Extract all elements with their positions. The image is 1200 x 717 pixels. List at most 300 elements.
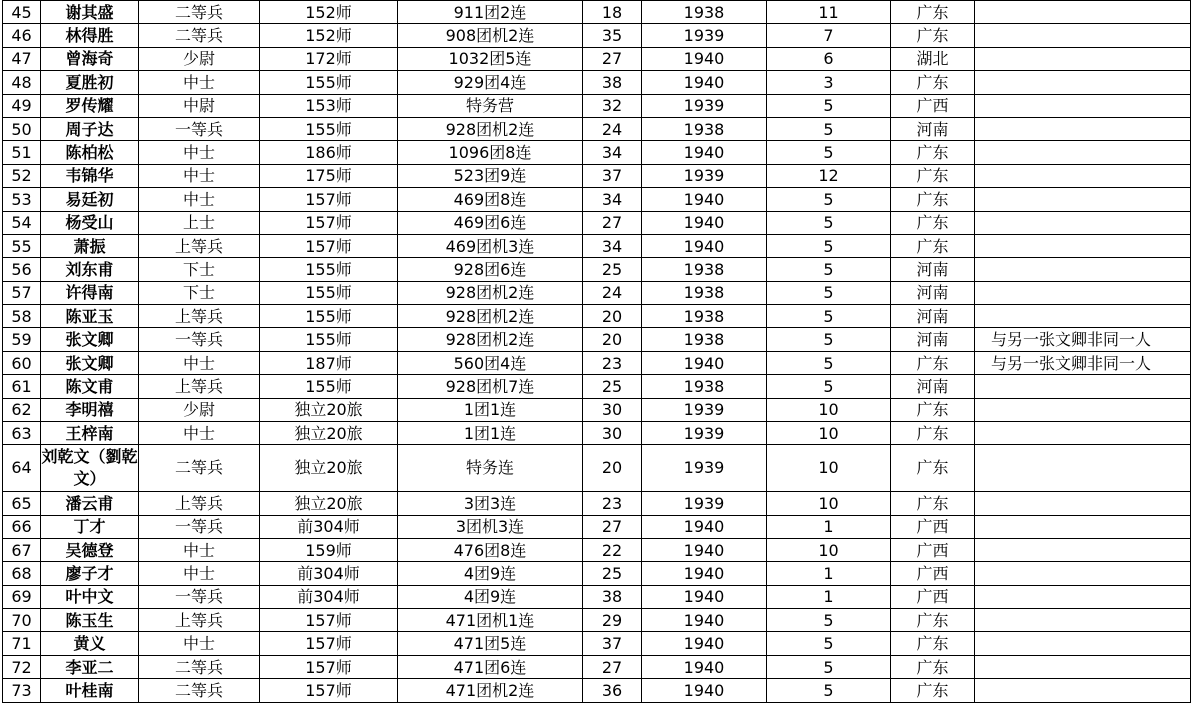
origin-cell: 广西 [891, 538, 975, 561]
row-number: 50 [3, 117, 41, 140]
soldier-name: 杨受山 [41, 211, 139, 234]
unit-cell: 4团9连 [398, 562, 583, 585]
rank-cell: 中士 [139, 562, 260, 585]
note-cell [975, 422, 1191, 445]
month-cell: 5 [767, 655, 891, 678]
note-cell [975, 234, 1191, 257]
soldier-name: 周子达 [41, 117, 139, 140]
month-cell: 5 [767, 609, 891, 632]
soldier-name: 李亚二 [41, 655, 139, 678]
rank-cell: 上士 [139, 211, 260, 234]
origin-cell: 广西 [891, 585, 975, 608]
table-row [3, 164, 1191, 187]
age-cell: 34 [583, 141, 642, 164]
row-number: 55 [3, 234, 41, 257]
month-cell: 1 [767, 585, 891, 608]
origin-cell: 河南 [891, 305, 975, 328]
year-cell: 1939 [642, 24, 767, 47]
age-cell: 30 [583, 422, 642, 445]
table-row [3, 71, 1191, 94]
origin-cell: 广东 [891, 492, 975, 515]
origin-cell: 广东 [891, 655, 975, 678]
unit-cell: 4团9连 [398, 585, 583, 608]
origin-cell: 广东 [891, 211, 975, 234]
rank-cell: 一等兵 [139, 117, 260, 140]
month-cell: 5 [767, 281, 891, 304]
month-cell: 12 [767, 164, 891, 187]
origin-cell: 广东 [891, 632, 975, 655]
row-number: 58 [3, 305, 41, 328]
origin-cell: 广东 [891, 71, 975, 94]
row-number: 71 [3, 632, 41, 655]
origin-cell: 广东 [891, 188, 975, 211]
row-number: 69 [3, 585, 41, 608]
unit-cell: 1096团8连 [398, 141, 583, 164]
unit-cell: 471团机2连 [398, 679, 583, 702]
table-row [3, 609, 1191, 632]
year-cell: 1940 [642, 47, 767, 70]
age-cell: 25 [583, 375, 642, 398]
row-number: 45 [3, 1, 41, 24]
age-cell: 35 [583, 24, 642, 47]
month-cell: 11 [767, 1, 891, 24]
month-cell: 5 [767, 305, 891, 328]
month-cell: 6 [767, 47, 891, 70]
month-cell: 10 [767, 445, 891, 492]
origin-cell: 广东 [891, 141, 975, 164]
year-cell: 1939 [642, 398, 767, 421]
row-number: 73 [3, 679, 41, 702]
year-cell: 1940 [642, 141, 767, 164]
year-cell: 1940 [642, 188, 767, 211]
year-cell: 1940 [642, 515, 767, 538]
soldier-name: 叶中文 [41, 585, 139, 608]
row-number: 46 [3, 24, 41, 47]
month-cell: 7 [767, 24, 891, 47]
rank-cell: 二等兵 [139, 655, 260, 678]
age-cell: 37 [583, 632, 642, 655]
month-cell: 5 [767, 258, 891, 281]
age-cell: 24 [583, 281, 642, 304]
division-cell: 152师 [260, 24, 398, 47]
year-cell: 1940 [642, 609, 767, 632]
note-cell [975, 679, 1191, 702]
division-cell: 独立20旅 [260, 492, 398, 515]
age-cell: 23 [583, 492, 642, 515]
table-row [3, 141, 1191, 164]
month-cell: 5 [767, 679, 891, 702]
table-row [3, 375, 1191, 398]
table-row [3, 328, 1191, 351]
origin-cell: 广东 [891, 609, 975, 632]
division-cell: 187师 [260, 351, 398, 374]
rank-cell: 上等兵 [139, 234, 260, 257]
note-cell [975, 609, 1191, 632]
note-cell [975, 398, 1191, 421]
age-cell: 27 [583, 211, 642, 234]
row-number: 53 [3, 188, 41, 211]
unit-cell: 特务营 [398, 94, 583, 117]
row-number: 66 [3, 515, 41, 538]
rank-cell: 少尉 [139, 47, 260, 70]
rank-cell: 中士 [139, 164, 260, 187]
table-row [3, 188, 1191, 211]
note-cell [975, 538, 1191, 561]
unit-cell: 1032团5连 [398, 47, 583, 70]
age-cell: 20 [583, 305, 642, 328]
rank-cell: 中尉 [139, 94, 260, 117]
unit-cell: 1团1连 [398, 422, 583, 445]
soldier-name: 丁才 [41, 515, 139, 538]
rank-cell: 上等兵 [139, 305, 260, 328]
row-number: 49 [3, 94, 41, 117]
note-cell [975, 71, 1191, 94]
origin-cell: 河南 [891, 117, 975, 140]
soldier-name: 韦锦华 [41, 164, 139, 187]
rank-cell: 二等兵 [139, 24, 260, 47]
table-row [3, 492, 1191, 515]
soldier-name: 吴德登 [41, 538, 139, 561]
rank-cell: 中士 [139, 188, 260, 211]
unit-cell: 476团8连 [398, 538, 583, 561]
table-row [3, 351, 1191, 374]
year-cell: 1940 [642, 632, 767, 655]
rank-cell: 二等兵 [139, 1, 260, 24]
age-cell: 23 [583, 351, 642, 374]
origin-cell: 广西 [891, 562, 975, 585]
age-cell: 20 [583, 328, 642, 351]
unit-cell: 928团机7连 [398, 375, 583, 398]
soldier-name: 谢其盛 [41, 1, 139, 24]
table-row [3, 94, 1191, 117]
year-cell: 1940 [642, 655, 767, 678]
table-row [3, 398, 1191, 421]
division-cell: 155师 [260, 305, 398, 328]
rank-cell: 中士 [139, 538, 260, 561]
origin-cell: 广西 [891, 94, 975, 117]
note-cell [975, 655, 1191, 678]
row-number: 51 [3, 141, 41, 164]
origin-cell: 广东 [891, 445, 975, 492]
month-cell: 5 [767, 141, 891, 164]
soldier-name: 张文卿 [41, 351, 139, 374]
year-cell: 1939 [642, 422, 767, 445]
year-cell: 1940 [642, 538, 767, 561]
origin-cell: 广东 [891, 422, 975, 445]
unit-cell: 3团机3连 [398, 515, 583, 538]
origin-cell: 广东 [891, 679, 975, 702]
year-cell: 1938 [642, 328, 767, 351]
rank-cell: 上等兵 [139, 609, 260, 632]
note-cell [975, 141, 1191, 164]
row-number: 62 [3, 398, 41, 421]
unit-cell: 560团4连 [398, 351, 583, 374]
year-cell: 1938 [642, 281, 767, 304]
origin-cell: 广东 [891, 398, 975, 421]
month-cell: 1 [767, 562, 891, 585]
unit-cell: 911团2连 [398, 1, 583, 24]
month-cell: 5 [767, 94, 891, 117]
year-cell: 1940 [642, 562, 767, 585]
age-cell: 27 [583, 47, 642, 70]
rank-cell: 中士 [139, 141, 260, 164]
month-cell: 5 [767, 234, 891, 257]
year-cell: 1938 [642, 305, 767, 328]
rank-cell: 二等兵 [139, 445, 260, 492]
soldier-name: 张文卿 [41, 328, 139, 351]
year-cell: 1938 [642, 375, 767, 398]
age-cell: 27 [583, 655, 642, 678]
roster-body [3, 1, 1191, 703]
soldier-name: 潘云甫 [41, 492, 139, 515]
origin-cell: 广东 [891, 1, 975, 24]
origin-cell: 广东 [891, 164, 975, 187]
month-cell: 5 [767, 632, 891, 655]
table-row [3, 562, 1191, 585]
table-row [3, 117, 1191, 140]
rank-cell: 中士 [139, 632, 260, 655]
unit-cell: 471团6连 [398, 655, 583, 678]
unit-cell: 3团3连 [398, 492, 583, 515]
origin-cell: 广东 [891, 24, 975, 47]
year-cell: 1939 [642, 94, 767, 117]
origin-cell: 广东 [891, 351, 975, 374]
month-cell: 10 [767, 538, 891, 561]
rank-cell: 二等兵 [139, 679, 260, 702]
rank-cell: 下士 [139, 281, 260, 304]
origin-cell: 河南 [891, 375, 975, 398]
soldier-name: 陈柏松 [41, 141, 139, 164]
row-number: 70 [3, 609, 41, 632]
year-cell: 1938 [642, 1, 767, 24]
soldier-name: 刘乾文（劉乾文） [41, 445, 139, 492]
division-cell: 175师 [260, 164, 398, 187]
row-number: 72 [3, 655, 41, 678]
unit-cell: 523团9连 [398, 164, 583, 187]
row-number: 67 [3, 538, 41, 561]
table-row [3, 655, 1191, 678]
row-number: 63 [3, 422, 41, 445]
month-cell: 5 [767, 117, 891, 140]
age-cell: 38 [583, 585, 642, 608]
year-cell: 1939 [642, 492, 767, 515]
division-cell: 155师 [260, 71, 398, 94]
row-number: 60 [3, 351, 41, 374]
note-cell [975, 258, 1191, 281]
year-cell: 1939 [642, 164, 767, 187]
table-row [3, 24, 1191, 47]
month-cell: 5 [767, 211, 891, 234]
division-cell: 157师 [260, 188, 398, 211]
division-cell: 前304师 [260, 515, 398, 538]
note-cell [975, 47, 1191, 70]
note-cell [975, 562, 1191, 585]
unit-cell: 特务连 [398, 445, 583, 492]
table-row [3, 258, 1191, 281]
division-cell: 157师 [260, 609, 398, 632]
year-cell: 1940 [642, 351, 767, 374]
soldier-name: 叶桂南 [41, 679, 139, 702]
rank-cell: 中士 [139, 351, 260, 374]
month-cell: 5 [767, 188, 891, 211]
table-row [3, 305, 1191, 328]
row-number: 57 [3, 281, 41, 304]
division-cell: 157师 [260, 234, 398, 257]
month-cell: 10 [767, 398, 891, 421]
year-cell: 1940 [642, 234, 767, 257]
row-number: 65 [3, 492, 41, 515]
month-cell: 10 [767, 422, 891, 445]
note-cell [975, 585, 1191, 608]
division-cell: 155师 [260, 328, 398, 351]
age-cell: 20 [583, 445, 642, 492]
soldier-name: 王梓南 [41, 422, 139, 445]
division-cell: 独立20旅 [260, 398, 398, 421]
note-cell [975, 1, 1191, 24]
table-row [3, 1, 1191, 24]
soldier-name: 罗传耀 [41, 94, 139, 117]
unit-cell: 928团机2连 [398, 328, 583, 351]
rank-cell: 上等兵 [139, 492, 260, 515]
division-cell: 前304师 [260, 585, 398, 608]
table-row [3, 211, 1191, 234]
age-cell: 36 [583, 679, 642, 702]
soldier-name: 陈亚玉 [41, 305, 139, 328]
note-cell [975, 632, 1191, 655]
table-row [3, 632, 1191, 655]
roster-table [2, 0, 1191, 703]
table-row [3, 47, 1191, 70]
rank-cell: 一等兵 [139, 515, 260, 538]
age-cell: 22 [583, 538, 642, 561]
row-number: 64 [3, 445, 41, 492]
note-cell [975, 94, 1191, 117]
origin-cell: 广东 [891, 234, 975, 257]
table-row [3, 515, 1191, 538]
table-row [3, 538, 1191, 561]
soldier-name: 刘东甫 [41, 258, 139, 281]
year-cell: 1940 [642, 211, 767, 234]
unit-cell: 469团机3连 [398, 234, 583, 257]
rank-cell: 中士 [139, 71, 260, 94]
row-number: 54 [3, 211, 41, 234]
unit-cell: 928团6连 [398, 258, 583, 281]
table-row [3, 679, 1191, 702]
age-cell: 27 [583, 515, 642, 538]
origin-cell: 河南 [891, 258, 975, 281]
division-cell: 155师 [260, 375, 398, 398]
year-cell: 1940 [642, 71, 767, 94]
unit-cell: 469团6连 [398, 211, 583, 234]
note-cell: 与另一张文卿非同一人 [975, 351, 1191, 374]
unit-cell: 928团机2连 [398, 117, 583, 140]
age-cell: 25 [583, 258, 642, 281]
table-row [3, 585, 1191, 608]
soldier-name: 易廷初 [41, 188, 139, 211]
unit-cell: 1团1连 [398, 398, 583, 421]
row-number: 68 [3, 562, 41, 585]
age-cell: 18 [583, 1, 642, 24]
table-row [3, 445, 1191, 492]
origin-cell: 广西 [891, 515, 975, 538]
month-cell: 5 [767, 328, 891, 351]
division-cell: 前304师 [260, 562, 398, 585]
soldier-name: 许得南 [41, 281, 139, 304]
note-cell [975, 305, 1191, 328]
age-cell: 30 [583, 398, 642, 421]
age-cell: 25 [583, 562, 642, 585]
rank-cell: 一等兵 [139, 585, 260, 608]
division-cell: 独立20旅 [260, 422, 398, 445]
unit-cell: 469团8连 [398, 188, 583, 211]
division-cell: 独立20旅 [260, 445, 398, 492]
unit-cell: 471团5连 [398, 632, 583, 655]
division-cell: 157师 [260, 679, 398, 702]
division-cell: 172师 [260, 47, 398, 70]
note-cell [975, 188, 1191, 211]
table-row [3, 234, 1191, 257]
division-cell: 155师 [260, 117, 398, 140]
age-cell: 37 [583, 164, 642, 187]
division-cell: 157师 [260, 632, 398, 655]
soldier-name: 陈文甫 [41, 375, 139, 398]
note-cell [975, 281, 1191, 304]
table-row [3, 281, 1191, 304]
year-cell: 1940 [642, 585, 767, 608]
year-cell: 1938 [642, 117, 767, 140]
age-cell: 38 [583, 71, 642, 94]
origin-cell: 河南 [891, 328, 975, 351]
row-number: 61 [3, 375, 41, 398]
unit-cell: 928团机2连 [398, 305, 583, 328]
note-cell [975, 515, 1191, 538]
soldier-name: 林得胜 [41, 24, 139, 47]
division-cell: 159师 [260, 538, 398, 561]
note-cell [975, 24, 1191, 47]
month-cell: 5 [767, 351, 891, 374]
unit-cell: 928团机2连 [398, 281, 583, 304]
division-cell: 155师 [260, 281, 398, 304]
month-cell: 3 [767, 71, 891, 94]
division-cell: 152师 [260, 1, 398, 24]
soldier-name: 李明禧 [41, 398, 139, 421]
origin-cell: 湖北 [891, 47, 975, 70]
division-cell: 153师 [260, 94, 398, 117]
age-cell: 32 [583, 94, 642, 117]
age-cell: 29 [583, 609, 642, 632]
unit-cell: 908团机2连 [398, 24, 583, 47]
month-cell: 10 [767, 492, 891, 515]
row-number: 52 [3, 164, 41, 187]
unit-cell: 929团4连 [398, 71, 583, 94]
year-cell: 1940 [642, 679, 767, 702]
unit-cell: 471团机1连 [398, 609, 583, 632]
note-cell [975, 117, 1191, 140]
note-cell [975, 164, 1191, 187]
age-cell: 24 [583, 117, 642, 140]
month-cell: 1 [767, 515, 891, 538]
soldier-name: 廖子才 [41, 562, 139, 585]
soldier-name: 夏胜初 [41, 71, 139, 94]
division-cell: 157师 [260, 655, 398, 678]
rank-cell: 下士 [139, 258, 260, 281]
note-cell [975, 375, 1191, 398]
soldier-name: 黄义 [41, 632, 139, 655]
note-cell [975, 492, 1191, 515]
division-cell: 157师 [260, 211, 398, 234]
rank-cell: 少尉 [139, 398, 260, 421]
rank-cell: 一等兵 [139, 328, 260, 351]
